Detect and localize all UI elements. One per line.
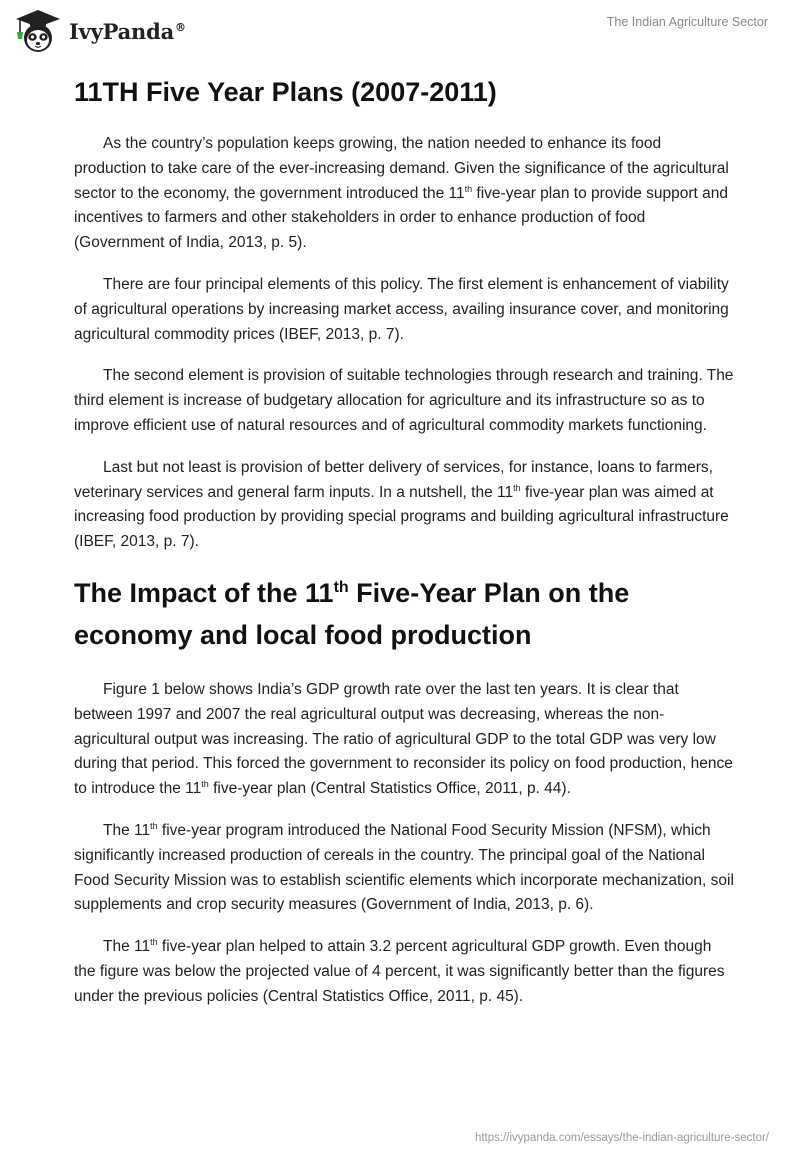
ivypanda-logo[interactable] xyxy=(14,8,186,54)
essay-content xyxy=(74,74,734,1027)
document-title: The Indian Agriculture Sector xyxy=(606,15,768,29)
paragraph: The 11th five-year program introduced the National Food Security Mission (NFSM), which significantly increased production of cereals in the country. The principal goal of the National Food Security Mission was to establish scientific elements which incorporate mechanization, soil supplements and crop security measures (Government of India, 2013, p. 6). xyxy=(74,820,734,914)
paragraph: The second element is provision of suitable technologies through research and training. The third element is increase of budgetary allocation for agriculture and its infrastructure so as to improve efficient use of natural resources and of agricultural commodity markets functioning. xyxy=(74,367,734,434)
source-url-link[interactable]: https://ivypanda.com/essays/the-indian-agriculture-sector/ xyxy=(474,1132,769,1144)
brand-name: IvyPanda® xyxy=(69,18,186,44)
paragraph: Last but not least is provision of better delivery of services, for instance, loans to farmers, veterinary services and general farm inputs. In a nutshell, the 11th five-year plan was aimed at increasing food production by providing special programs and building agricultural infrastructure (IBEF, 2013, p. 7). xyxy=(74,458,729,551)
paragraph: The 11th five-year plan helped to attain 3.2 percent agricultural GDP growth. Even though the figure was below the projected value of 4 percent, it was significantly better than the figures under the previous policies (Central Statistics Office, 2011, p. 45). xyxy=(74,936,725,1005)
paragraph: There are four principal elements of this policy. The first element is enhancement of viability of agricultural operations by increasing market access, availing insurance cover, and monitoring agricultural commodity prices (IBEF, 2013, p. 7). xyxy=(74,275,729,343)
section-heading-impact: The Impact of the 11th Five-Year Plan on the economy and local food production xyxy=(74,577,630,650)
paragraph: As the country’s population keeps growing, the nation needed to enhance its food production to take care of the ever-increasing demand. Given the significance of the agricultural sector to the economy, the government introduced the 11th five-year plan to provide support and incentives to farmers and other stakeholders in order to enhance production of food (Government of India, 2013, p. 5). xyxy=(74,135,729,252)
panda-graduate-icon xyxy=(14,8,62,54)
section-heading-eleventh-plan: 11TH Five Year Plans (2007-2011) xyxy=(74,77,497,107)
page-header xyxy=(0,0,800,64)
paragraph: Figure 1 below shows India’s GDP growth rate over the last ten years. It is clear that between 1997 and 2007 the real agricultural output was decreasing, whereas the non-agricultural output was increasing. The ratio of agricultural GDP to the total GDP was very low during that period. This forced the government to reconsider its policy on food production, hence to introduce the 11th five-year plan (Central Statistics Office, 2011, p. 44). xyxy=(74,680,733,798)
registered-mark: ® xyxy=(175,20,186,34)
